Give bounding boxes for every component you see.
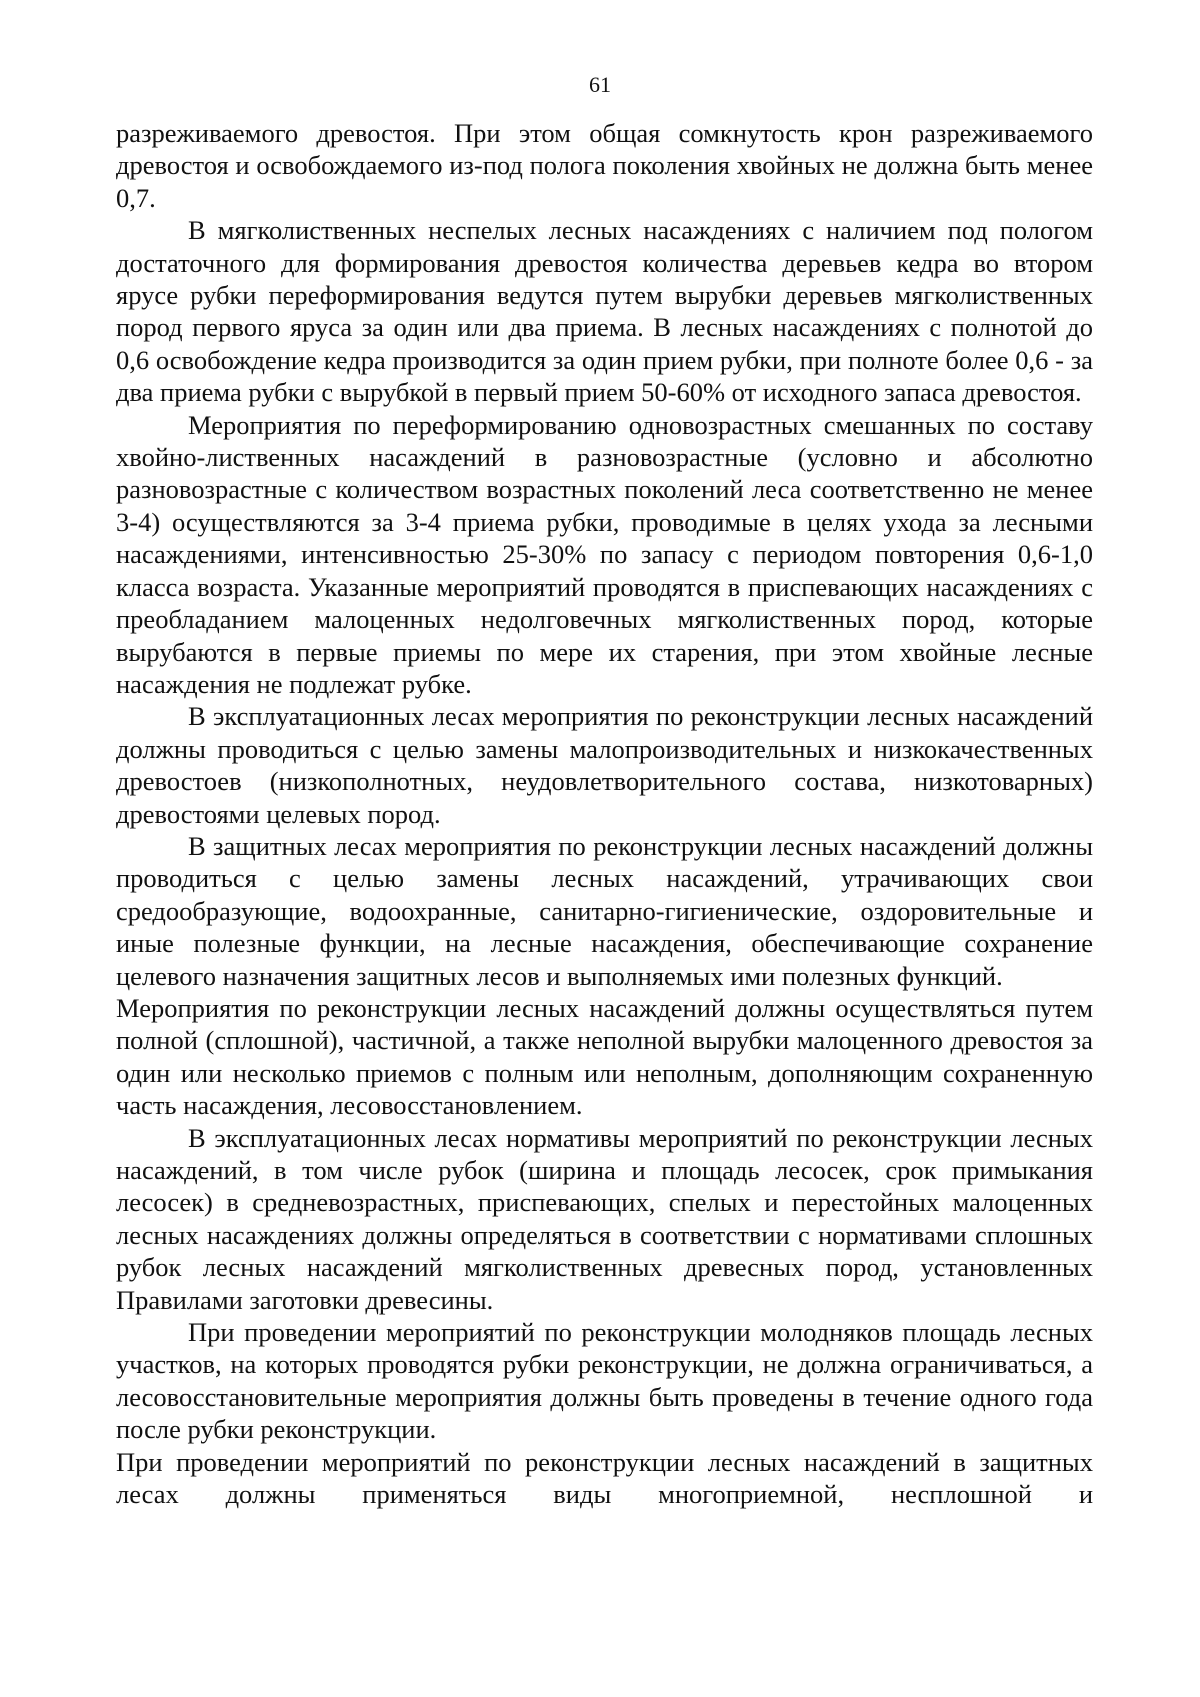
paragraph-7: В эксплуатационных лесах нормативы мероприятий по реконструкции лесных насаждений, в том числе рубок (ширина и площадь лесосек, срок примыкания лесосек) в средневозрастных, приспевающих, спелых и перестойных малоценных лесных насаждениях должны определяться в соответствии с нормативами сплошных рубок лесных насаждений мягколиственных древесных пород, установленных Правилами заготовки древесины. bbox=[116, 1122, 1093, 1315]
paragraph-4: В эксплуатационных лесах мероприятия по реконструкции лесных насаждений должны проводиться с целью замены малопроизводительных и низкокачественных древостоев (низкополнотных, неудовлетворительного состава, низкотоварных) древостоями целевых пород. bbox=[116, 701, 1093, 829]
document-body bbox=[116, 117, 1093, 1510]
paragraph-8: При проведении мероприятий по реконструкции молодняков площадь лесных участков, на которых проводятся рубки реконструкции, не должна ограничиваться, а лесовосстановительные мероприятия должны быть проведены в течение одного года после рубки реконструкции. bbox=[116, 1317, 1093, 1445]
paragraph-1: разреживаемого древостоя. При этом общая сомкнутость крон разреживаемого древостоя и освобождаемого из-под полога поколения хвойных не должна быть менее 0,7. bbox=[116, 118, 1093, 213]
page-number: 61 bbox=[589, 72, 611, 97]
paragraph-6: Мероприятия по реконструкции лесных насаждений должны осуществляться путем полной (сплошной), частичной, а также неполной вырубки малоценного древостоя за один или несколько приемов с полным или неполным, дополняющим сохраненную часть насаждения, лесовосстановлением. bbox=[116, 992, 1093, 1121]
paragraph-3: Мероприятия по переформированию одновозрастных смешанных по составу хвойно-лиственных насаждений в разновозрастные (условно и абсолютно разновозрастные с количеством возрастных поколений леса соответственно не менее 3-4) осуществляются за 3-4 приема рубки, проводимые в целях ухода за лесными насаждениями, интенсивностью 25-30% по запасу с периодом повторения 0,6-1,0 класса возраста. Указанные мероприятий проводятся в приспевающих насаждениях с преобладанием малоценных недолговечных мягколиственных пород, которые вырубаются в первые приемы по мере их старения, при этом хвойные лесные насаждения не подлежат рубке. bbox=[116, 409, 1093, 699]
paragraph-5: В защитных лесах мероприятия по реконструкции лесных насаждений должны проводиться с целью замены лесных насаждений, утрачивающих свои средообразующие, водоохранные, санитарно-гигиенические, оздоровительные и иные полезные функции, на лесные насаждения, обеспечивающие сохранение целевого назначения защитных лесов и выполняемых ими полезных функций. bbox=[116, 830, 1093, 991]
paragraph-9: При проведении мероприятий по реконструкции лесных насаждений в защитных лесах должны применяться виды многоприемной, несплошной и bbox=[116, 1446, 1093, 1510]
paragraph-2: В мягколиственных неспелых лесных насаждениях с наличием под пологом достаточного для формирования древостоя количества деревьев кедра во втором ярусе рубки переформирования ведутся путем вырубки деревьев мягколиственных пород первого яруса за один или два приема. В лесных насаждениях с полнотой до 0,6 освобождение кедра производится за один прием рубки, при полноте более 0,6 - за два приема рубки с вырубкой в первый прием 50-60% от исходного запаса древостоя. bbox=[116, 215, 1093, 408]
